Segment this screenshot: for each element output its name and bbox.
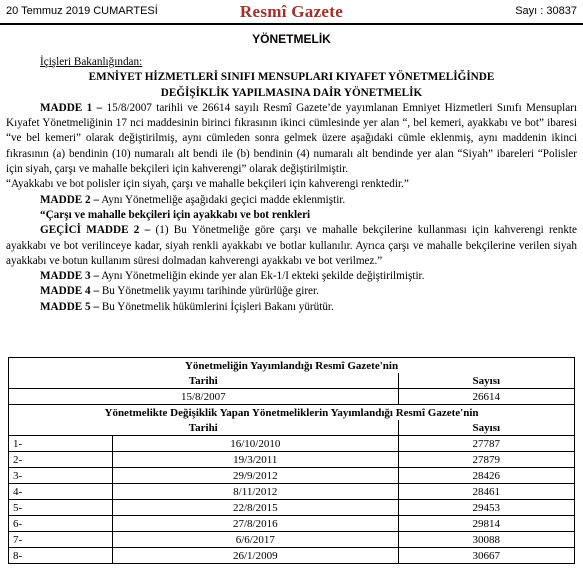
row-number: 1-	[9, 436, 113, 452]
table-row	[9, 452, 575, 468]
row-issue: 27787	[398, 436, 574, 452]
regulation-title-line1: EMNİYET HİZMETLERİ SINIFI MENSUPLARI KIYAFET YÖNETMELİĞİNDE	[88, 71, 495, 84]
row-issue: 28426	[398, 468, 574, 484]
row-date: 22/8/2015	[113, 500, 399, 516]
table-header-row-2	[9, 405, 575, 421]
gazette-header	[0, 0, 583, 24]
article-1	[6, 101, 577, 177]
row-number: 8-	[9, 548, 113, 564]
row-number: 4-	[9, 484, 113, 500]
table-row	[9, 436, 575, 452]
row-date: 8/11/2012	[113, 484, 399, 500]
article-2-label: MADDE 2 –	[40, 193, 100, 206]
article-2-text: Aynı Yönetmeliğe aşağıdaki geçici madde eklenmiştir.	[99, 193, 346, 206]
row-number: 3-	[9, 468, 113, 484]
original-issue: 26614	[398, 389, 574, 405]
header-divider	[0, 23, 583, 25]
row-issue: 28461	[398, 484, 574, 500]
col-issue-header: Sayısı	[398, 373, 574, 389]
table-row	[9, 548, 575, 564]
table-subheader-row-2	[9, 420, 575, 436]
amendment-history-table	[8, 357, 575, 564]
temporary-article-heading: “Çarşı ve mahalle bekçileri için ayakkabı ve bot renkleri	[40, 208, 311, 221]
original-row	[9, 389, 575, 405]
article-1-label: MADDE 1 –	[40, 101, 103, 114]
article-1-quote: “Ayakkabı ve bot polisler için siyah, çarşı ve mahalle bekçileri için kahverengi renktedir.”	[6, 178, 409, 191]
table-row	[9, 532, 575, 548]
article-4	[40, 284, 577, 299]
issue-number: Sayı : 30837	[515, 5, 577, 17]
article-5	[40, 300, 577, 315]
article-3	[40, 269, 577, 284]
col-issue-header-2: Sayısı	[398, 420, 574, 436]
row-date: 6/6/2017	[113, 532, 399, 548]
article-3-text: Aynı Yönetmeliğin ekinde yer alan Ek-1/I ekteki şekilde değiştirilmiştir.	[99, 270, 425, 283]
row-date: 19/3/2011	[113, 452, 399, 468]
table-row	[9, 468, 575, 484]
col-date-header-2: Tarihi	[9, 420, 399, 436]
table-header-row	[9, 358, 575, 374]
temporary-article-label: GEÇİCİ MADDE 2 –	[40, 224, 151, 237]
issue-date: 20 Temmuz 2019 CUMARTESİ	[6, 5, 158, 17]
row-date: 27/8/2016	[113, 516, 399, 532]
row-date: 26/1/2009	[113, 548, 399, 564]
row-date: 16/10/2010	[113, 436, 399, 452]
article-1-text: 15/8/2007 tarihli ve 26614 sayılı Resmî Gazete’de yayımlanan Emniyet Hizmetleri Sınıfı Mensupları Kıyafet Yönetmeliğinin 17 nci maddesinin birinci fıkrasının ikinci cümlesinde yer alan “, bel kemeri, ayakkabı ve bot” ibaresi “ve bel kemeri” olarak değiştirilmiş, aynı cümleden sonra gelmek üzere aşağıdaki cümle eklenmiş, aynı maddenin ikinci fıkrasının (a) bendinin (10) numaralı alt bendi ile (b) bendinin (4) numaralı alt bendinde yer alan “Siyah” ibareleri “Polisler için siyah, çarşı ve mahalle bekçileri için kahverengi” olarak değiştirilmiştir.	[6, 101, 577, 176]
original-date: 15/8/2007	[9, 389, 399, 405]
row-issue: 27879	[398, 452, 574, 468]
article-2	[40, 193, 577, 208]
article-4-text: Bu Yönetmelik yayımı tarihinde yürürlüğe girer.	[99, 285, 319, 298]
section-title: YÖNETMELİK	[252, 32, 331, 46]
row-issue: 29814	[398, 516, 574, 532]
table-row	[9, 516, 575, 532]
temporary-article-2	[6, 223, 577, 269]
article-3-label: MADDE 3 –	[40, 270, 100, 283]
table-row	[9, 500, 575, 516]
table-subheader-row	[9, 373, 575, 389]
table-header-amendments: Yönetmelikte Değişiklik Yapan Yönetmeliklerin Yayımlandığı Resmî Gazete'nin	[9, 405, 575, 421]
article-5-label: MADDE 5 –	[40, 300, 100, 313]
row-number: 7-	[9, 532, 113, 548]
temporary-article-text: (1) Bu Yönetmeliğe göre çarşı ve mahalle bekçilerine kullanması için kahverengi renkte ayakkabı ve bot verilinceye kadar, siyah renkli ayakkabı ve botlar kullanılır. Ayrıca çarşı ve mahalle bekçilerine verilen siyah ayakkabı ve botun kullanım süresi dolmadan kahverengi ayakkabı ve bot verilmez.”	[6, 224, 577, 267]
row-issue: 30088	[398, 532, 574, 548]
article-4-label: MADDE 4 –	[40, 285, 100, 298]
gazette-title: Resmî Gazete	[239, 2, 344, 21]
table-header-original: Yönetmeliğin Yayımlandığı Resmî Gazete'nin	[9, 358, 575, 374]
table-row	[9, 484, 575, 500]
row-number: 6-	[9, 516, 113, 532]
row-issue: 30667	[398, 548, 574, 564]
regulation-body	[6, 55, 577, 315]
row-date: 29/9/2012	[113, 468, 399, 484]
regulation-title-line2: DEĞİŞİKLİK YAPILMASINA DAİR YÖNETMELİK	[160, 86, 423, 99]
article-5-text: Bu Yönetmelik hükümlerini İçişleri Bakanı yürütür.	[99, 300, 334, 313]
col-date-header: Tarihi	[9, 373, 399, 389]
row-number: 5-	[9, 500, 113, 516]
ministry-name: İçişleri Bakanlığından:	[40, 56, 143, 68]
row-issue: 29453	[398, 500, 574, 516]
row-number: 2-	[9, 452, 113, 468]
